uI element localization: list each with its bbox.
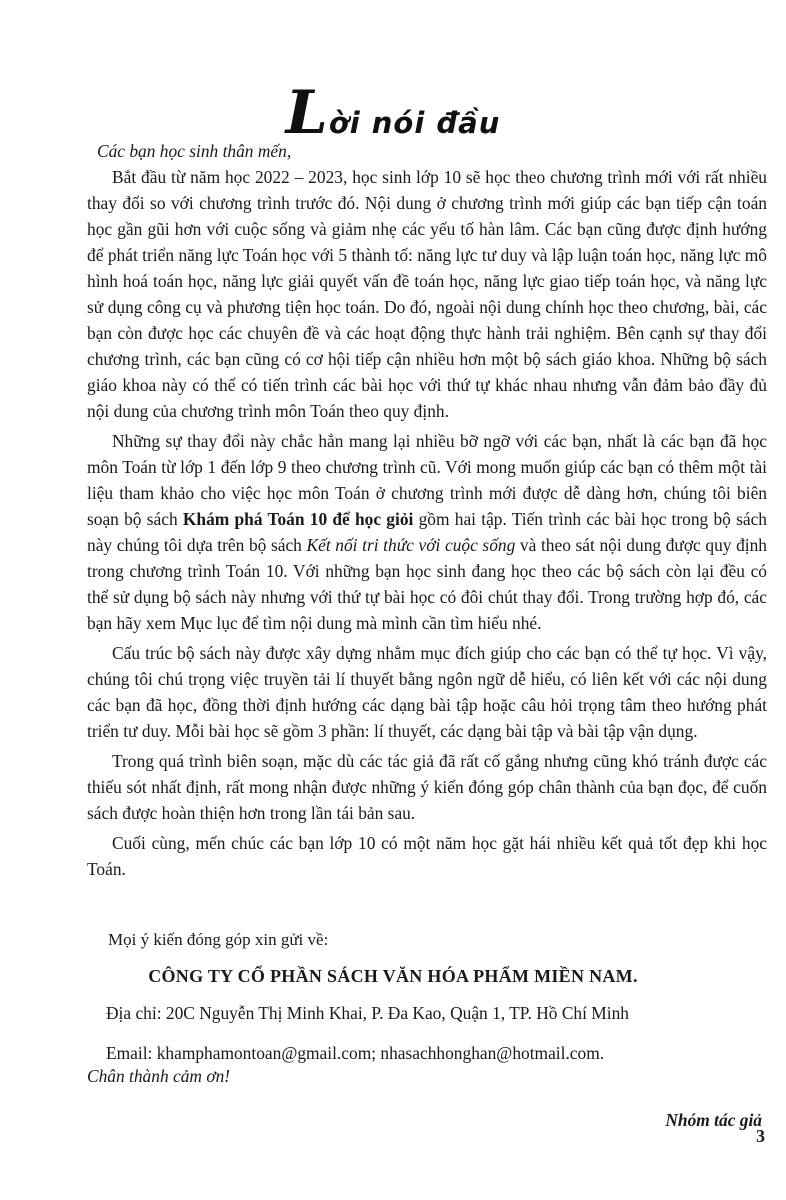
paragraph-2 [87,428,767,636]
greeting: Các bạn học sinh thân mến, [97,141,292,161]
series-title: Kết nối tri thức với cuộc sống [306,535,516,555]
paragraph-5: Cuối cùng, mến chúc các bạn lớp 10 có một năm học gặt hái nhiều kết quả tốt đẹp khi học Toán. [87,833,767,879]
paragraph-1: Bắt đầu từ năm học 2022 – 2023, học sinh lớp 10 sẽ học theo chương trình mới với rất nhiều thay đổi so với chương trình trước đó. Nội dung ở chương trình mới giúp các bạn tiếp cận toán học gần gũi hơn với cuộc sống và giảm nhẹ các yếu tố hàn lâm. Các bạn cũng được định hướng để phát triển năng lực Toán học với 5 thành tố: năng lực tư duy và lập luận toán học, năng lực mô hình hoá toán học, năng lực giải quyết vấn đề toán học, năng lực giao tiếp toán học, và năng lực sử dụng công cụ và phương tiện học toán. Do đó, ngoài nội dung chính học theo chương, bài, các bạn còn được học các chuyên đề và các hoạt động thực hành trải nghiệm. Bên cạnh sự thay đổi chương trình, các bạn cũng có cơ hội tiếp cận nhiều hơn một bộ sách giáo khoa. Những bộ sách giáo khoa này có thể có tiến trình các bài học với thứ tự khác nhau nhưng vẫn đảm bảo đầy đủ nội dung của chương trình môn Toán theo quy định. [87,167,767,421]
preface-body [87,138,767,886]
paragraph-2-text-a: Những sự thay đổi này chắc hẳn mang lại nhiều bỡ ngỡ với các bạn, nhất là các bạn đã học môn Toán từ lớp 1 đến lớp 9 theo chương trình cũ. Với mong muốn giúp các bạn có thêm một tài liệu tham khảo cho việc học môn Toán ở chương trình mới được dễ dàng hơn, chúng tôi biên soạn bộ sách [87,431,767,529]
thanks: Chân thành cảm ơn! [87,1066,231,1086]
address: Địa chỉ: 20C Nguyễn Thị Minh Khai, P. Đa Kao, Quận 1, TP. Hồ Chí Minh [106,1003,629,1023]
title-rest: ời nói đầu [328,106,501,140]
contact-lead: Mọi ý kiến đóng góp xin gửi về: [108,930,329,949]
email: Email: khamphamontoan@gmail.com; nhasachhonghan@hotmail.com. [106,1043,605,1063]
paragraph-2-text-b: gồm hai tập. Tiến trình các bài học trong bộ sách này chúng tôi dựa trên bộ sách [87,509,767,555]
signature: Nhóm tác giả [665,1110,762,1130]
title-initial: L [285,78,329,148]
paragraph-3: Cấu trúc bộ sách này được xây dựng nhằm mục đích giúp cho các bạn có thể tự học. Vì vậy, chúng tôi chú trọng việc truyền tải lí thuyết bằng ngôn ngữ dễ hiểu, có liên kết với các nội dung các bạn đã học, đồng thời định hướng các dạng bài tập hoặc câu hỏi trọng tâm theo hướng phát triển tư duy. Mỗi bài học sẽ gồm 3 phần: lí thuyết, các dạng bài tập và bài tập vận dụng. [87,643,767,741]
page-number: 3 [756,1126,765,1146]
book-title: Khám phá Toán 10 để học giỏi [182,509,414,529]
paragraph-4: Trong quá trình biên soạn, mặc dù các tác giả đã rất cố gắng nhưng cũng khó tránh được các thiếu sót nhất định, rất mong nhận được những ý kiến đóng góp chân thành của bạn đọc, để cuốn sách được hoàn thiện hơn trong lần tái bản sau. [87,751,767,823]
company-name: CÔNG TY CỔ PHẦN SÁCH VĂN HÓA PHẨM MIỀN NAM. [148,966,638,986]
paragraph-2-text-c: và theo sát nội dung được quy định trong chương trình Toán 10. Với những bạn học sinh đang học theo các bộ sách còn lại đều có thể sử dụng bộ sách này nhưng với thứ tự bài học có đôi chút thay đổi. Trong trường hợp đó, các bạn hãy xem Mục lục để tìm nội dung mà mình cần tìm hiểu nhé. [87,535,767,633]
